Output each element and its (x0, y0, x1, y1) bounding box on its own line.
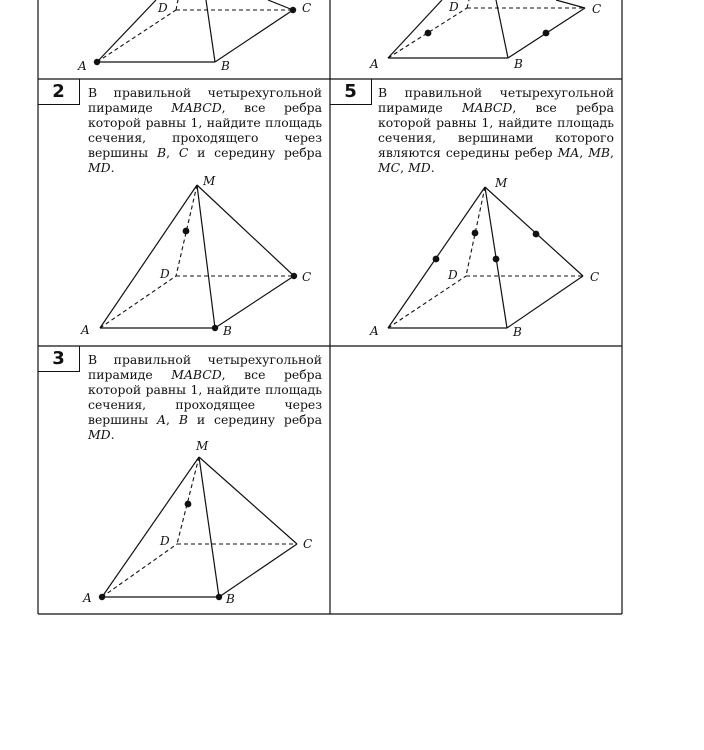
edge-md (467, 0, 469, 8)
label-a: A (78, 59, 87, 73)
text-part: . (110, 160, 115, 175)
edge-ad (100, 276, 176, 328)
label-b: B (223, 324, 232, 338)
edge-mb (199, 457, 219, 597)
label-m: M (495, 176, 508, 190)
label-a: A (370, 57, 379, 71)
midpoint-md-dot (185, 501, 192, 508)
label-b: B (514, 57, 523, 71)
pyramid-name: MABCD (461, 100, 513, 115)
edge-name: MB (588, 145, 611, 160)
pyramid-name: MABCD (171, 367, 222, 382)
edge-bc (215, 276, 294, 328)
label-b: B (221, 59, 230, 73)
text-part: В правильной четырехугольной пирамиде (88, 85, 322, 115)
edge-mc (199, 457, 297, 544)
label-c: C (592, 2, 602, 16)
edge-ad (388, 276, 466, 328)
text-part: и середину ребра (197, 145, 322, 160)
label-a: A (370, 324, 379, 338)
problem-number: 2 (38, 79, 80, 105)
edge-ma (102, 457, 199, 597)
text-part: . (430, 160, 435, 175)
edge-md (176, 0, 178, 10)
text-part: . (110, 427, 115, 442)
label-b: B (226, 592, 235, 606)
label-a: A (81, 323, 90, 337)
edge-name: MA (557, 145, 580, 160)
separator: , (579, 145, 584, 160)
midpoint-md-dot (472, 230, 479, 237)
label-d: D (449, 0, 459, 14)
edge-bc (219, 544, 297, 597)
label-c: C (302, 270, 312, 284)
label-b: B (513, 325, 522, 339)
midpoint-md-dot (183, 228, 190, 235)
midpoint-mc-dot (533, 231, 540, 238)
edge-mb (197, 185, 215, 328)
label-m: M (196, 439, 209, 453)
vertex-a-dot (99, 594, 105, 600)
label-d: D (160, 267, 170, 281)
midpoint-ad-dot (425, 30, 432, 37)
midpoint-mb-dot (493, 256, 500, 263)
edge-mc (268, 0, 293, 10)
vertex-b-dot (212, 325, 218, 331)
pyramid-figure (330, 79, 622, 346)
edge-name: MD (408, 160, 431, 175)
problem-number: 5 (330, 79, 372, 105)
label-d: D (160, 534, 170, 548)
problem-number: 3 (38, 346, 80, 372)
edge-ma (100, 185, 197, 328)
vertex-name: C (178, 145, 189, 160)
edge-md (177, 457, 199, 544)
label-c: C (303, 537, 313, 551)
edge-ma (97, 0, 156, 62)
separator: , (166, 412, 170, 427)
label-a: A (83, 591, 92, 605)
figure-top-right (330, 0, 622, 79)
vertex-name: A (157, 412, 166, 427)
vertex-c-dot (290, 7, 296, 13)
vertex-c-dot (291, 273, 297, 279)
vertex-b-dot (216, 594, 222, 600)
pyramid-name: MABCD (171, 100, 222, 115)
empty-cell (330, 346, 622, 614)
vertex-name: B (156, 145, 167, 160)
edge-mb (496, 0, 508, 58)
edge-name: MC (378, 160, 401, 175)
edge-name: MD (88, 427, 111, 442)
problem-5-card (330, 79, 622, 346)
problem-3-card (38, 346, 330, 614)
edge-mb (206, 0, 215, 62)
label-d: D (448, 268, 458, 282)
separator: , (400, 160, 405, 175)
text-part: В правильной четырехугольной пирамиде (88, 352, 322, 382)
edge-bc (215, 10, 293, 62)
vertex-a-dot (94, 59, 100, 65)
label-c: C (590, 270, 600, 284)
edge-bc (507, 276, 583, 328)
edge-ad (102, 544, 177, 597)
text-part: и середину ребра (196, 412, 322, 427)
midpoint-bc-dot (543, 30, 550, 37)
midpoint-ma-dot (433, 256, 440, 263)
vertex-name: B (178, 412, 188, 427)
label-m: M (203, 174, 216, 188)
separator: , (610, 145, 614, 160)
pyramid-figure (38, 79, 330, 346)
separator: , (166, 145, 171, 160)
figure-top-left (38, 0, 330, 79)
text-part: , все ребра которой равны 1, найдите площадь сечения, проходящее через вершины (88, 367, 322, 427)
label-c: C (302, 1, 312, 15)
text-part: В правильной четырехугольной пирамиде (378, 85, 614, 115)
label-d: D (158, 1, 168, 15)
edge-name: MD (88, 160, 111, 175)
text-part: , все ребра которой равны 1, найдите площадь сечения, вершинами которого являются середины ребер (378, 100, 614, 160)
edge-mc (197, 185, 294, 276)
edge-ad (97, 10, 176, 62)
edge-ma (388, 0, 442, 58)
edge-mc (556, 0, 585, 8)
text-part: , все ребра которой равны 1, найдите площадь сечения, проходящего через вершины (88, 100, 322, 160)
problem-2-card (38, 79, 330, 346)
pyramid-figure (38, 346, 330, 614)
